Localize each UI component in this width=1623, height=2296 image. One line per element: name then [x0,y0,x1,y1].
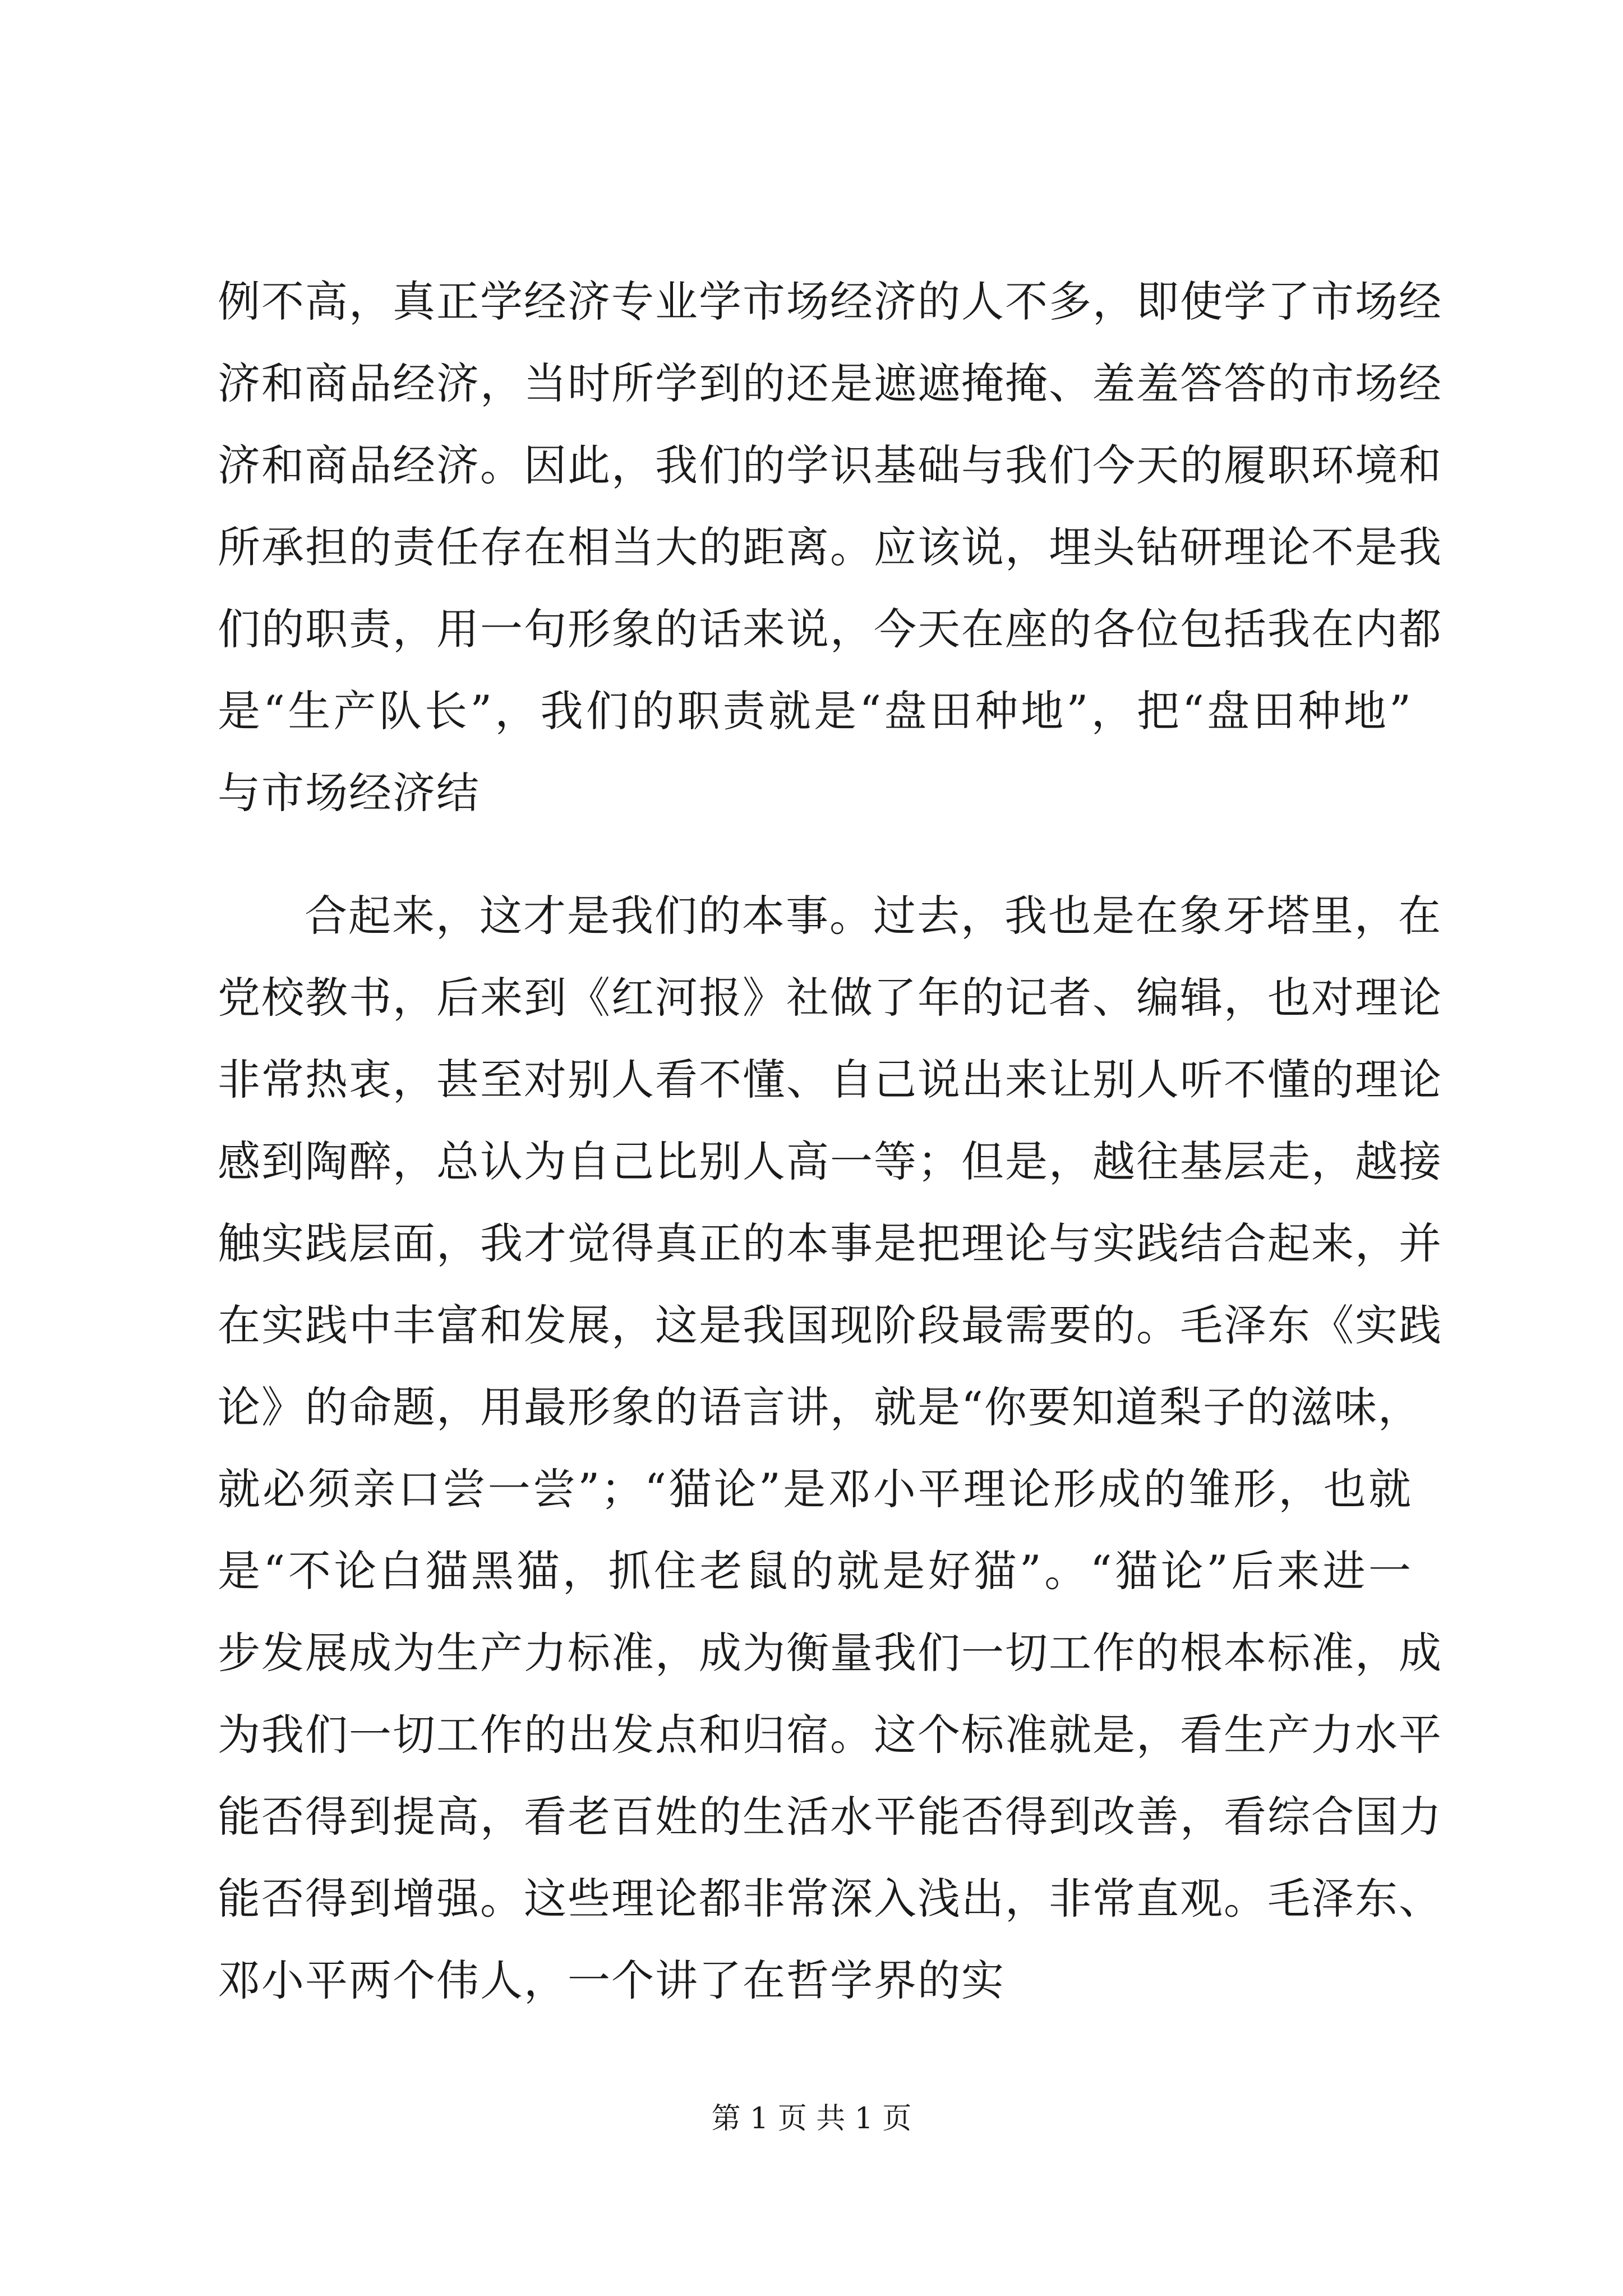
text-line: 论》的命题，用最形象的语言讲，就是“你要知道梨子的滋味， [218,1382,1422,1432]
text-line: 济和商品经济，当时所学到的还是遮遮掩掩、羞羞答答的市场经 [218,358,1442,408]
text-line: 济和商品经济。因此，我们的学识基础与我们今天的履职环境和 [218,440,1442,490]
text-line: 就必须亲口尝一尝”；“猫论”是邓小平理论形成的雏形，也就 [218,1464,1412,1514]
text-line: 能否得到提高，看老百姓的生活水平能否得到改善，看综合国力 [218,1792,1442,1842]
paragraph-2 [218,875,1442,2022]
text-line: 感到陶醉，总认为自己比别人高一等；但是，越往基层走，越接 [218,1137,1442,1186]
text-line: 步发展成为生产力标准，成为衡量我们一切工作的根本标准，成 [218,1628,1442,1678]
text-line: 是“生产队长”，我们的职责就是“盘田种地”，把“盘田种地” [218,686,1412,736]
text-line: 触实践层面，我才觉得真正的本事是把理论与实践结合起来，并 [218,1218,1442,1268]
text-line: 非常热衷，甚至对别人看不懂、自己说出来让别人听不懂的理论 [218,1055,1442,1105]
paragraph-1 [218,261,1442,834]
text-line: 能否得到增强。这些理论都非常深入浅出，非常直观。毛泽东、 [218,1874,1442,1924]
text-line: 为我们一切工作的出发点和归宿。这个标准就是，看生产力水平 [218,1710,1442,1760]
text-line: 在实践中丰富和发展，这是我国现阶段最需要的。毛泽东《实践 [218,1300,1442,1350]
text-line: 所承担的责任存在相当大的距离。应该说，埋头钻研理论不是我 [218,522,1442,572]
text-line: 合起来，这才是我们的本事。过去，我也是在象牙塔里，在 [305,891,1442,941]
page-footer: 第 1 页 共 1 页 [711,2102,912,2136]
text-line: 与市场经济结 [218,768,480,818]
text-line: 是“不论白猫黑猫，抓住老鼠的就是好猫”。“猫论”后来进一 [218,1546,1412,1596]
text-line: 例不高，真正学经济专业学市场经济的人不多，即使学了市场经 [218,277,1442,326]
text-line: 邓小平两个伟人，一个讲了在哲学界的实 [218,1955,1005,2005]
text-line: 党校教书，后来到《红河报》社做了年的记者、编辑，也对理论 [218,973,1442,1023]
text-line: 们的职责，用一句形象的话来说，今天在座的各位包括我在内都 [218,604,1442,654]
